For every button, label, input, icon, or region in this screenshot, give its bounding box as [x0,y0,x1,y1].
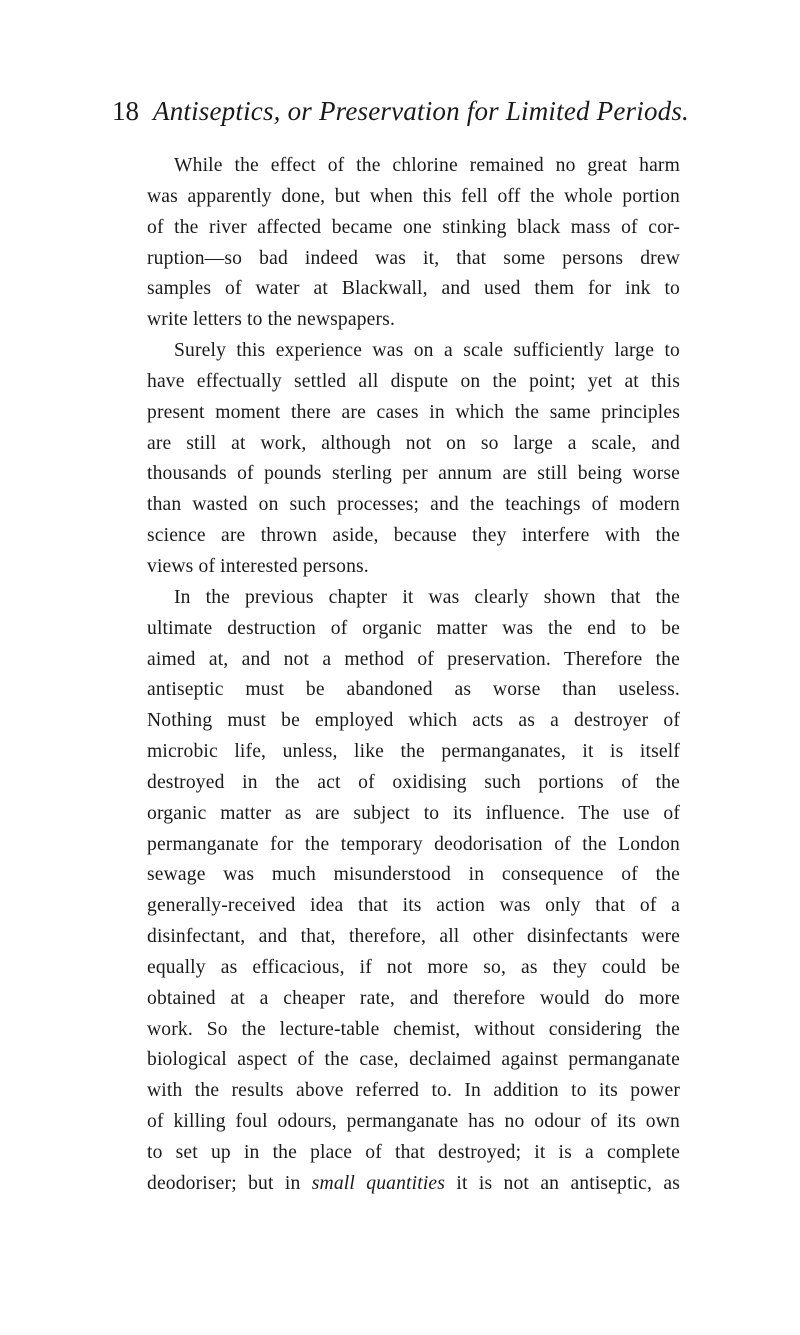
text-line: with the results above referred to. In addition to its power [147,1080,680,1102]
text-line: obtained at a cheaper rate, and therefore would do more [147,987,680,1009]
text-line: of the river affected became one stinking black mass of cor- [147,216,680,238]
text-line-final [147,1169,680,1200]
text-line: biological aspect of the case, declaimed against permanganate [147,1049,680,1071]
text-line: organic matter as are subject to its influence. The use of [147,802,680,824]
text-line: aimed at, and not a method of preservation. Therefore the [147,648,680,670]
text-line: destroyed in the act of oxidising such portions of the [147,771,680,793]
text-line: thousands of pounds sterling per annum are still being worse [147,463,680,485]
text-line: have effectually settled all dispute on the point; yet at this [147,370,680,392]
paragraph-1 [147,151,680,336]
text-line: microbic life, unless, like the permanganates, it is itself [147,741,680,763]
text-line: antiseptic must be abandoned as worse than useless. [147,679,680,701]
text-line: science are thrown aside, because they interfere with the [147,525,680,547]
text-line: to set up in the place of that destroyed; it is a complete [147,1142,680,1163]
italic-emphasis: small quantities [311,1172,446,1194]
paragraph-2 [147,336,680,583]
text-line: permanganate for the temporary deodorisation of the London [147,833,680,855]
text-line: ruption—so bad indeed was it, that some persons drew [147,247,680,269]
running-title: Antiseptics, or Preservation for Limited Periods. [153,96,690,126]
text-line: views of interested persons. [147,555,369,577]
text-line: work. So the lecture-table chemist, without considering the [147,1018,680,1040]
text-line: sewage was much misunderstood in consequence of the [147,864,680,886]
text-line: than wasted on such processes; and the teachings of modern [147,494,680,516]
text-line: Surely this experience was on a scale sufficiently large to [174,340,680,362]
text-run: deodoriser; but in [147,1172,312,1194]
text-line: While the effect of the chlorine remained no great harm [174,155,680,176]
text-line: are still at work, although not on so large a scale, and [147,432,680,454]
body-text [147,151,680,1200]
text-line: of killing foul odours, permanganate has no odour of its own [147,1111,680,1133]
text-line: write letters to the newspapers. [147,309,396,331]
text-line: ultimate destruction of organic matter was the end to be [147,617,680,639]
text-line: In the previous chapter it was clearly shown that the [174,586,680,608]
running-head [112,96,712,136]
text-line: was apparently done, but when this fell off the whole portion [147,185,680,207]
text-line: present moment there are cases in which the same principles [147,401,680,423]
text-line: samples of water at Blackwall, and used them for ink to [147,278,680,300]
text-line: Nothing must be employed which acts as a destroyer of [147,710,680,732]
text-line: generally-received idea that its action was only that of a [147,895,680,917]
text-run: it is not an antiseptic, as [445,1172,681,1194]
text-line: disinfectant, and that, therefore, all other disinfectants were [147,926,680,948]
page-number: 18 [112,96,139,126]
paragraph-3 [147,583,680,1200]
text-line: equally as efficacious, if not more so, as they could be [147,956,680,978]
